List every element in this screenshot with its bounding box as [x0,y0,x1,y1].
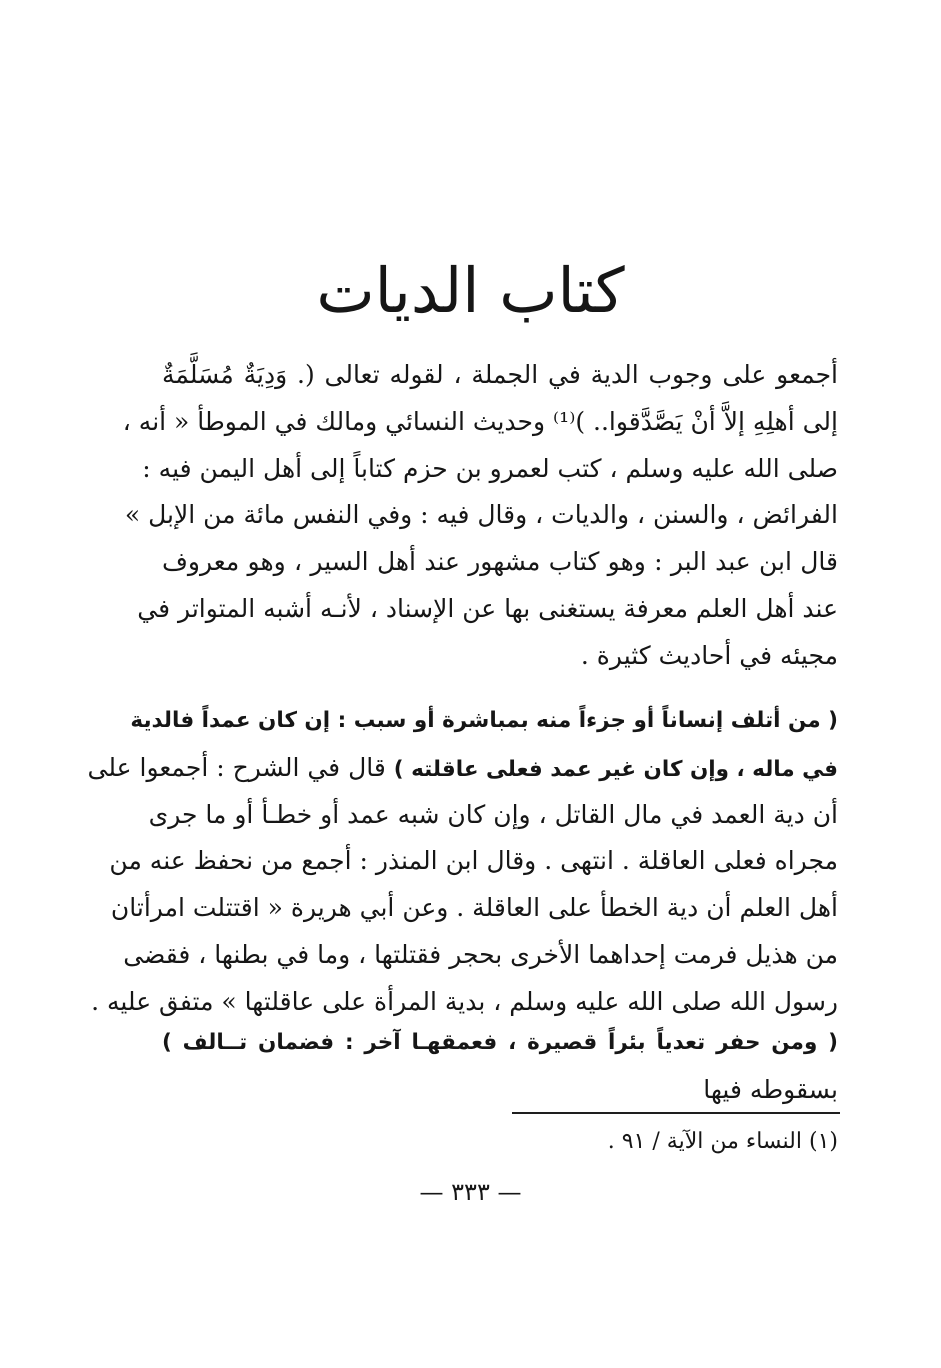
text-line: قال ابن عبد البر : وهو كتاب مشهور عند أهل السير ، وهو معروف [162,547,838,577]
text-line: إلى أهلِهِ إلاَّ أنْ يَصَّدَّقوا.. )⁽¹⁾ وحديث النسائي ومالك في الموطأ « أنه ، [122,406,838,436]
text-line: الفرائض ، والسنن ، والديات ، وقال فيه : وفي النفس مائة من الإبل » [124,500,838,530]
text-line: أجمعو على وجوب الدية في الجملة ، لقوله تعالى (. وَدِيَةٌ مُسَلَّمَةٌ [162,360,838,389]
text-line: بسقوطه فيها [703,1074,838,1104]
text-line: رسول الله صلى الله عليه وسلم ، بدية المرأة على عاقلتها » متفق عليه . [91,986,838,1016]
matn-heading-line: ( ومن حفر تعدياً بئراً قصيرة ، فعمقهـا آخر : فضمان تــالف ) [162,1030,838,1055]
page-number: — ٣٣٣ — [419,1178,522,1206]
text-line: مجيئه في أحاديث كثيرة . [580,640,838,670]
text-line: من هذيل فرمت إحداهما الأخرى بحجر فقتلتها ، وما في بطنها ، فقضى [123,939,838,969]
text-line: عند أهل العلم معرفة يستغنى بها عن الإسناد ، لأنـه أشبه المتواتر في [137,593,838,623]
footnote: (١) النساء من الآية / ٩١ . [607,1129,838,1154]
commentary-text: قال في الشرح : أجمعوا على [87,752,394,782]
text-line: أن دية العمد في مال القاتل ، وإن كان شبه عمد أو خطـأ أو ما جرى [148,799,838,829]
matn-text: في ماله ، وإن كان غير عمد فعلى عاقلته ) [393,756,838,782]
text-line: صلى الله عليه وسلم ، كتب لعمرو بن حزم كتاباً إلى أهل اليمن فيه : [142,453,838,483]
text-line [87,745,838,792]
chapter-title: كتاب الديات [316,254,625,327]
intro-paragraph [122,352,838,680]
text-line: أهل العلم أن دية الخطأ على العاقلة . وعن أبي هريرة « اقتتلت امرأتان [110,893,838,923]
text-line: مجراه فعلى العاقلة . انتهى . وقال ابن المنذر : أجمع من نحفظ عنه من [109,846,838,876]
section-diya-liability [87,698,838,1026]
matn-heading-line: ( من أتلف إنساناً أو جزءاً منه بمباشرة أو سبب : إن كان عمداً فالدية [130,708,838,733]
footnote-divider [512,1112,840,1114]
section-well-digging [162,1020,838,1114]
